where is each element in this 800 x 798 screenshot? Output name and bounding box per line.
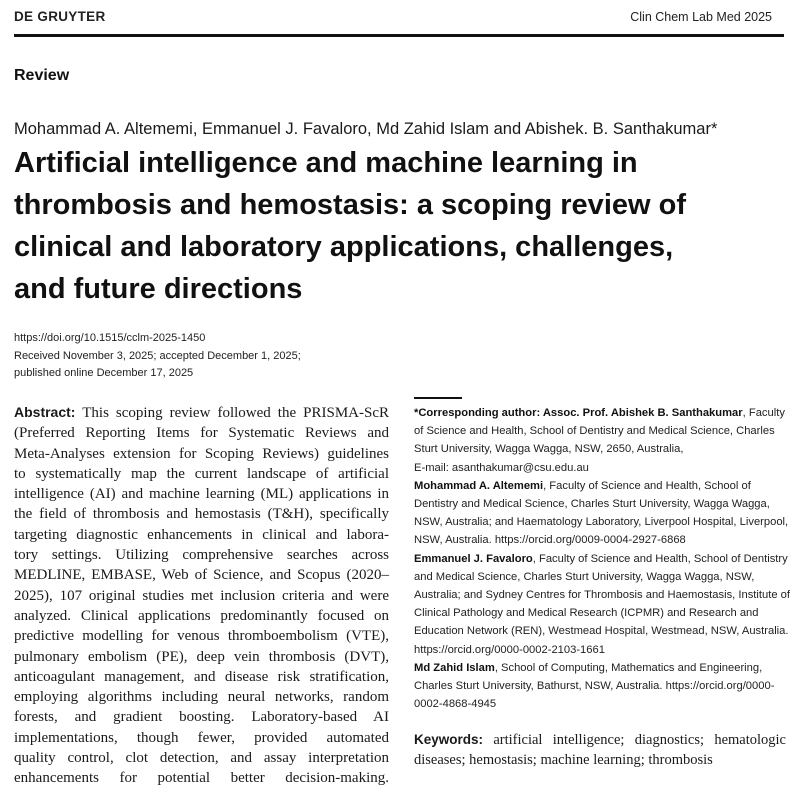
abstract-line: 2025), 107 original studies met inclusion criteria and were bbox=[14, 587, 389, 604]
author-affiliations bbox=[414, 404, 792, 713]
keywords bbox=[414, 730, 786, 770]
abstract-line: enhancements for potential better decision-making. bbox=[14, 770, 389, 787]
abstract-line: (Preferred Reporting Items for Systematic Reviews and bbox=[14, 425, 389, 442]
author-name: Md Zahid Islam bbox=[414, 661, 495, 674]
title-line: thrombosis and hemostasis: a scoping review of bbox=[14, 189, 686, 221]
abstract-line: the field of thrombosis and hemostasis (T&H), specifically bbox=[14, 506, 389, 523]
author-name: Emmanuel J. Favaloro bbox=[414, 552, 533, 565]
affiliation-text: , Faculty bbox=[742, 407, 785, 419]
received-date: Received November 3, 2025; accepted December 1, 2025; bbox=[14, 349, 301, 362]
affiliation-line bbox=[414, 550, 792, 568]
affiliation-text: , Faculty of Science and Health, School of bbox=[543, 479, 751, 492]
abstract-line: forests, and gradient boosting. Laboratory-based AI bbox=[14, 709, 389, 726]
title-line: and future directions bbox=[14, 273, 303, 305]
published-date: published online December 17, 2025 bbox=[14, 367, 194, 379]
abstract-line: quality control, clot detection, and assay interpretation bbox=[14, 750, 389, 767]
author-name: Mohammad A. Altememi bbox=[414, 479, 544, 492]
keywords-line: diseases; hemostasis; machine learning; thrombosis bbox=[414, 752, 713, 768]
abstract-line: pulmonary embolism (PE), deep vein thrombosis (DVT), bbox=[14, 648, 389, 665]
doi-link[interactable]: https://doi.org/10.1515/cclm-2025-1450 bbox=[14, 332, 206, 344]
affiliation-text: , Faculty of Science and Health, School of Dentistry bbox=[532, 552, 788, 565]
affiliation-line: Charles Sturt University, Bathurst, NSW, Australia. https://orcid.org/0000- bbox=[414, 680, 775, 693]
affiliation-line: NSW, Australia; and Haematology Laboratory, Liverpool Hospital, Liverpool, bbox=[414, 516, 789, 529]
abstract-line: Meta-Analyses extension for Scoping Reviews) guidelines bbox=[14, 445, 389, 462]
corresponding-author-label: *Corresponding author: Assoc. Prof. Abishek B. Santhakumar bbox=[414, 407, 743, 419]
abstract-line: analyzed. Clinical applications predominantly focused on bbox=[14, 607, 389, 624]
footnote-rule bbox=[414, 397, 462, 399]
affiliation-line bbox=[414, 477, 792, 495]
email-link[interactable]: E-mail: asanthakumar@csu.edu.au bbox=[414, 461, 589, 474]
affiliation-line: Dentistry and Medical Science, Charles Sturt University, Wagga Wagga, bbox=[414, 498, 770, 511]
abstract-line: employing algorithms including neural networks, random bbox=[14, 689, 389, 706]
abstract-text: This scoping review followed the PRISMA-ScR bbox=[82, 405, 390, 421]
affiliation-text: , School of Computing, Mathematics and Engineering, bbox=[494, 661, 763, 674]
publisher-logo: DE GRUYTER bbox=[14, 9, 106, 24]
article-meta bbox=[14, 330, 301, 383]
affiliation-line: Sturt University, Wagga Wagga, NSW, 2650, Australia, bbox=[414, 443, 684, 456]
abstract-line bbox=[14, 402, 389, 423]
journal-citation: Clin Chem Lab Med 2025 bbox=[630, 10, 772, 24]
affiliation-line bbox=[414, 659, 792, 677]
abstract-line: MEDLINE, EMBASE, Web of Science, and Scopus (2020– bbox=[14, 567, 389, 584]
affiliation-line: Australia; and Sydney Centres for Thrombosis and Haemostasis, Institute of bbox=[414, 589, 790, 602]
title-line: clinical and laboratory applications, challenges, bbox=[14, 231, 674, 263]
abstract-line: to systematically map the current landscape of artificial bbox=[14, 465, 389, 482]
affiliation-line bbox=[414, 404, 792, 422]
abstract-line: implementations, though fewer, provided automated bbox=[14, 729, 389, 746]
affiliation-line: of Science and Health, School of Dentistry and Medical Science, Charles bbox=[414, 425, 775, 438]
header-rule bbox=[14, 34, 784, 37]
affiliation-line: and Medical Science, Charles Sturt University, Wagga Wagga, NSW, bbox=[414, 570, 755, 583]
keywords-text: artificial intelligence; diagnostics; hematologic bbox=[493, 732, 786, 748]
keywords-line bbox=[414, 730, 786, 750]
affiliation-line: 0002-4868-4945 bbox=[414, 698, 497, 711]
abstract bbox=[14, 402, 389, 789]
article-type: Review bbox=[14, 67, 70, 84]
abstract-line: anticoagulant management, and disease risk stratification, bbox=[14, 668, 389, 685]
affiliation-line: NSW, Australia. https://orcid.org/0009-0004-2927-6868 bbox=[414, 534, 686, 547]
abstract-line: intelligence (AI) and machine learning (ML) applications in bbox=[14, 486, 389, 503]
author-list: Mohammad A. Altememi, Emmanuel J. Favaloro, Md Zahid Islam and Abishek. B. Santhakumar* bbox=[14, 120, 718, 138]
abstract-line: targeting diagnostic enhancements in clinical and labora- bbox=[14, 526, 389, 543]
abstract-label: Abstract: bbox=[14, 404, 76, 420]
abstract-line: tory settings. Utilizing comprehensive searches across bbox=[14, 547, 389, 564]
abstract-line: predictive modelling for venous thromboembolism (VTE), bbox=[14, 628, 389, 645]
affiliation-line: Clinical Pathology and Medical Research (ICPMR) and Research and bbox=[414, 607, 759, 620]
article-title bbox=[14, 142, 794, 310]
keywords-label: Keywords: bbox=[414, 732, 484, 747]
orcid-link[interactable]: https://orcid.org/0000-0002-2103-1661 bbox=[414, 643, 605, 656]
title-line: Artificial intelligence and machine learning in bbox=[14, 147, 638, 179]
affiliation-line: Education Network (REN), Westmead Hospital, Westmead, NSW, Australia. bbox=[414, 625, 789, 638]
